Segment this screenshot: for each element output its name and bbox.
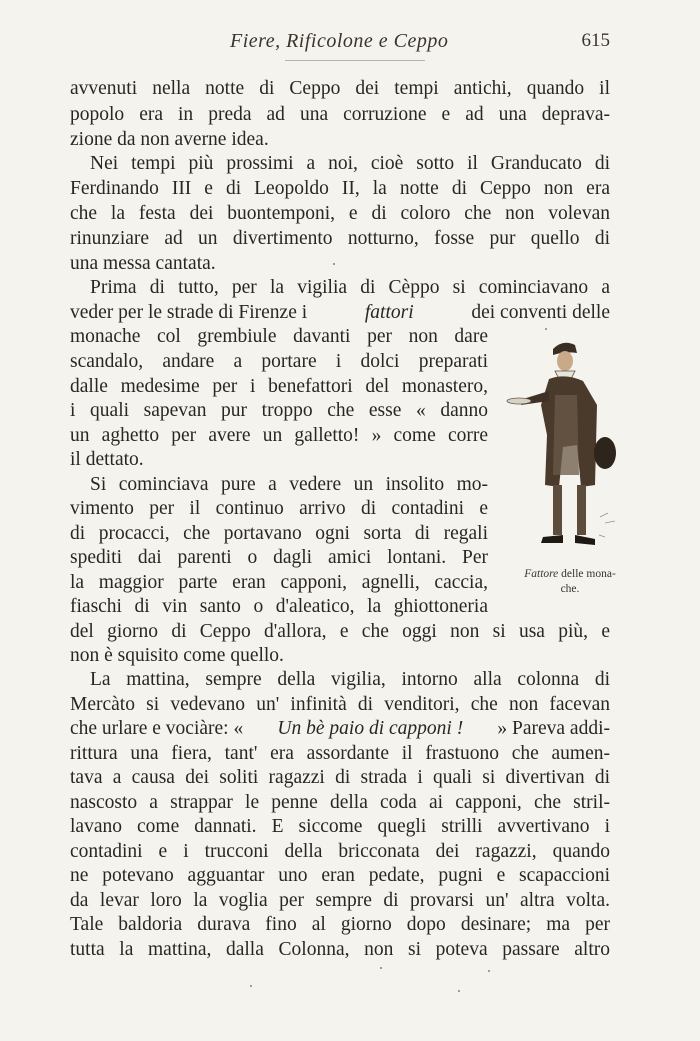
text-line: il dettato. [70, 449, 144, 470]
text-line: una messa cantata. [70, 253, 216, 274]
text-line: lavano come dannati. E siccome quegli strilli avvertivano i [70, 816, 610, 837]
italic-term-fattori: fattori [364, 302, 414, 323]
text-segment: » Pareva addi- [492, 718, 610, 739]
text-line: ne potevano agguantar uno eran pedate, pugni e scapaccioni [70, 865, 610, 886]
header-rule [285, 60, 425, 61]
text-segment: dei conventi delle [466, 302, 610, 323]
text-line: La mattina, sempre della vigilia, intorno alla colonna di [90, 669, 610, 690]
text-line: fiaschi di vin santo o d'aleatico, la ghiottoneria [70, 596, 488, 617]
text-line: Tale baldoria durava fino al giorno dopo desinare; ma per [70, 914, 610, 935]
text-line: tava a causa dei soliti ragazzi di strada i quali si divertivan di [70, 767, 610, 788]
text-line: nascosto a strappar le penne della coda ai capponi, che stril- [70, 792, 610, 813]
caption-text-line2: che. [560, 583, 580, 595]
paper-speck [458, 990, 460, 992]
paper-speck [488, 970, 490, 972]
text-line: dalle medesime per i benefattori del monastero, [70, 376, 488, 397]
text-line: vimento per il continuo arrivo di contadini e [70, 498, 488, 519]
text-line: rinunziare ad un divertimento notturno, fosse pur quello di [70, 228, 610, 249]
text-line-fattori [70, 300, 610, 325]
text-line: avvenuti nella notte di Ceppo dei tempi antichi, quando il [70, 78, 610, 99]
text-line: rittura una fiera, tant' era assordante il frastuono che aumen- [70, 743, 610, 764]
caption-text: delle mona- [558, 568, 616, 580]
text-line: Mercàto si vedevano un' infinità di venditori, che non facevan [70, 694, 610, 715]
text-line: Prima di tutto, per la vigilia di Cèppo si cominciavano a [90, 277, 610, 298]
text-line: del giorno di Ceppo d'allora, e che oggi non si usa più, e [70, 621, 610, 642]
text-line-urlare [70, 716, 610, 741]
text-line: Si cominciava pure a vedere un insolito mo- [90, 474, 488, 495]
text-line: zione da non averne idea. [70, 129, 269, 150]
text-segment: veder per le strade di Firenze i [70, 302, 313, 323]
text-line: scandalo, andare a portare i dolci preparati [70, 351, 488, 372]
text-line: i quali sapevan pur troppo che esse « danno [70, 400, 488, 421]
text-line: popolo era in preda ad una corruzione e ad una deprava- [70, 104, 610, 125]
paper-speck [250, 985, 252, 987]
text-line: da levar loro la voglia per sempre di provarsi un' altra volta. [70, 890, 610, 911]
text-line: spediti dai parenti o dagli amici lontani. Per [70, 547, 488, 568]
page-header [70, 30, 610, 58]
italic-quote: Un bè paio di capponi ! [277, 718, 464, 739]
text-line: la maggior parte eran capponi, agnelli, caccia, [70, 572, 488, 593]
text-line: che la festa dei buontemponi, e di coloro che non volevan [70, 203, 610, 224]
text-line: un aghetto per avere un galletto! » come corre [70, 425, 488, 446]
text-segment: che urlare e vociàre: « [70, 718, 249, 739]
text-line: monache col grembiule davanti per non dare [70, 326, 488, 347]
figure-caption [505, 567, 635, 597]
text-line: non è squisito come quello. [70, 645, 284, 666]
fattore-illustration [505, 335, 630, 560]
text-line: tutta la mattina, dalla Colonna, non si poteva passare altro [70, 939, 610, 960]
text-line: contadini e i trucconi della bricconata dei ragazzi, quando [70, 841, 610, 862]
text-line: Nei tempi più prossimi a noi, cioè sotto il Granducato di [90, 153, 610, 174]
running-title: Fiere, Rificolone e Ceppo [230, 30, 449, 52]
text-line: di procacci, che portavano ogni sorta di regali [70, 523, 488, 544]
caption-italic: Fattore [524, 568, 559, 580]
paper-speck [380, 967, 382, 969]
text-line: Ferdinando III e di Leopoldo II, la notte di Ceppo non era [70, 178, 610, 199]
monk-figure-drawing [505, 335, 630, 560]
page-number: 615 [581, 30, 610, 51]
paper-speck [545, 328, 547, 330]
paper-speck [333, 263, 335, 265]
